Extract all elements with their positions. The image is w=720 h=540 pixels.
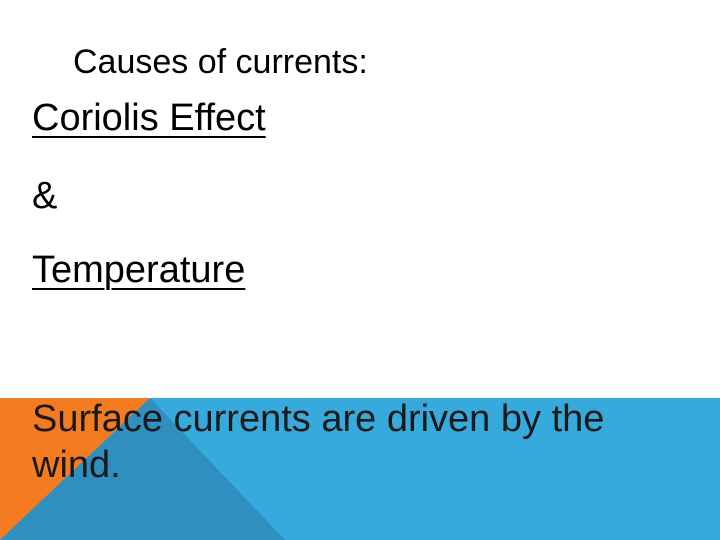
item-temperature: Temperature <box>32 249 246 291</box>
surface-currents-note: Surface currents are driven by the wind. <box>32 398 605 486</box>
item-ampersand: & <box>32 175 58 217</box>
slide-title: Causes of currents: <box>73 43 368 81</box>
item-coriolis-effect: Coriolis Effect <box>32 97 266 139</box>
